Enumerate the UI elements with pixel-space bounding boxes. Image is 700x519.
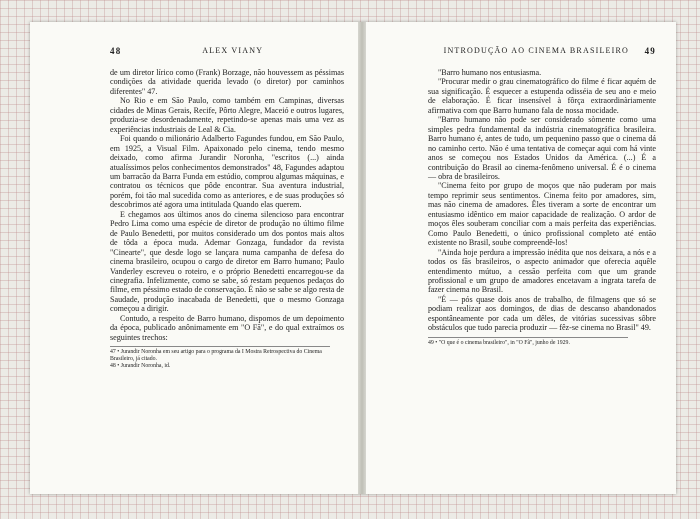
right-page-header	[428, 46, 656, 56]
paragraph: E chegamos aos últimos anos do cinema silencioso para encontrar Pedro Lima como uma espécie de diretor de produção no último filme de Paulo Benedetti, por muitos considerado um dos pontos mais altos de tôda a época muda. Ademar Gonzaga, fundador da revista "Cinearte", que desde logo se lançara numa campanha de defesa do cinema brasileiro, ocupou o cargo de diretor em Barro humano; Paulo Vanderley escreveu o roteiro, e o próprio Benedetti encarregou-se da cinegrafia. Infelizmente, como se sabe, só restam pequenos pedaços do filme, em péssimo estado de conservação. É não se sabe se algo resta de Saudade, produção inacabada de Benedetti, que o mesmo Gonzaga começou a dirigir.	[110, 209, 344, 314]
right-running-head: INTRODUÇÃO AO CINEMA BRASILEIRO	[443, 46, 630, 55]
left-running-head: ALEX VIANY	[202, 46, 264, 55]
footnote: 48 • Jurandir Noronha, id.	[110, 363, 171, 370]
left-page-body	[110, 68, 344, 342]
paragraph: Foi quando o milionário Adalberto Fagundes fundou, em São Paulo, em 1925, a Visual Film. Apaixonado pelo cinema, tendo mesmo deixado, como afirma Jurandir Noronha, "escritos (...) ainda atualíssimos pelos conhecimentos demonstrados" 48, Fagundes adaptou um barracão da Barra Funda em estúdio, comprou algumas máquinas, e contratou os técnicos que pôde encontrar. Sua aventura industrial, porém, foi tão mal sucedida como as anteriores, e de suas produções só descobrimos até agora uma intitulada Quando elas querem.	[110, 134, 344, 210]
paragraph: "Procurar medir o grau cinematográfico do filme é ficar aquém de sua significação. É esquecer a estupenda odisséia de seu ano e meio de elaboração. É ficar insensível à fôrça extraordinàriamente afirmativa com que Barro humano fala de nossa mocidade.	[428, 77, 656, 115]
paragraph: No Rio e em São Paulo, como também em Campinas, diversas cidades de Minas Gerais, Recife, Pôrto Alegre, Maceió e outros lugares, produzia-se desordenadamente, repetindo-se apenas mais uma vez as experiências industriais de Leal & Cia.	[110, 96, 344, 134]
left-page-header	[110, 46, 344, 56]
paragraph: "Ainda hoje perdura a impressão inédita que nos deixara, a nós e a todos os fãs brasileiros, o aspecto animador que oferecia aquêle entendimento mútuo, a cessão perfeita com que um grande profissional e um grupo de amadores encetavam a ingrata tarefa de fazer cinema no Brasil.	[428, 247, 656, 295]
left-page	[30, 22, 358, 494]
footnote: 47 • Jurandir Noronha em seu artigo para o programa da I Mostra Retrospectiva do Cinema Brasileiro, já citado.	[110, 349, 322, 363]
paragraph: "Cinema feito por grupo de moços que não puderam por mais tempo reprimir seus sentimentos. Cinema feito por amadores, sim, mas não cinema de amadores. Êles tiveram a sorte de encontrar um entusiasmo idêntico em maior capacidade de realização. O ardor de moços êles souberam conciliar com a mais perfeita das experiências. Como Paulo Benedetti, o único profissional completo até então existente no Brasil, soube compreendê-los!	[428, 181, 656, 248]
footnote: 49 • "O que é o cinema brasileiro", in "O Fã", junho de 1929.	[428, 339, 570, 346]
right-footnotes	[428, 337, 628, 347]
paragraph: Contudo, a respeito de Barro humano, dispomos de um depoimento da época, publicado anônimamente em "O Fã", e do qual extraímos os seguintes trechos:	[110, 313, 344, 342]
right-page	[366, 22, 676, 494]
left-footnotes	[110, 346, 330, 370]
book-spine	[358, 22, 366, 494]
right-page-number: 49	[644, 46, 656, 56]
paragraph: de um diretor lírico como (Frank) Borzage, não houvessem as péssimas condições da atividade querida levado (o diretor) por caminhos diferentes" 47.	[110, 68, 344, 96]
paragraph: "Barro humano não pode ser considerado sòmente como uma simples pedra fundamental da indústria cinematográfica brasileira. Barro humano é, antes de tudo, um pequenino passo que o cinema dá no caminho certo. Não é uma tentativa de começar aqui com há vinte anos se começou nos Estados Unidos da América. (...) É a contribuição do Brasil ao cinema-fenômeno universal. É é o cinema — obra de brasileiros.	[428, 115, 656, 181]
scanned-sheet	[30, 22, 676, 494]
paragraph: "É — pós quase dois anos de trabalho, de filmagens que só se podiam realizar aos domingos, de dias de descanso abandonados espontâneamente por cada um dêles, de vitórias sucessivas sôbre obstáculos que tudo parecia produzir — fêz-se cinema no Brasil" 49.	[428, 294, 656, 333]
paragraph: "Barro humano nos entusiasma.	[438, 68, 542, 77]
left-page-number: 48	[110, 46, 122, 56]
right-page-body	[428, 68, 656, 333]
